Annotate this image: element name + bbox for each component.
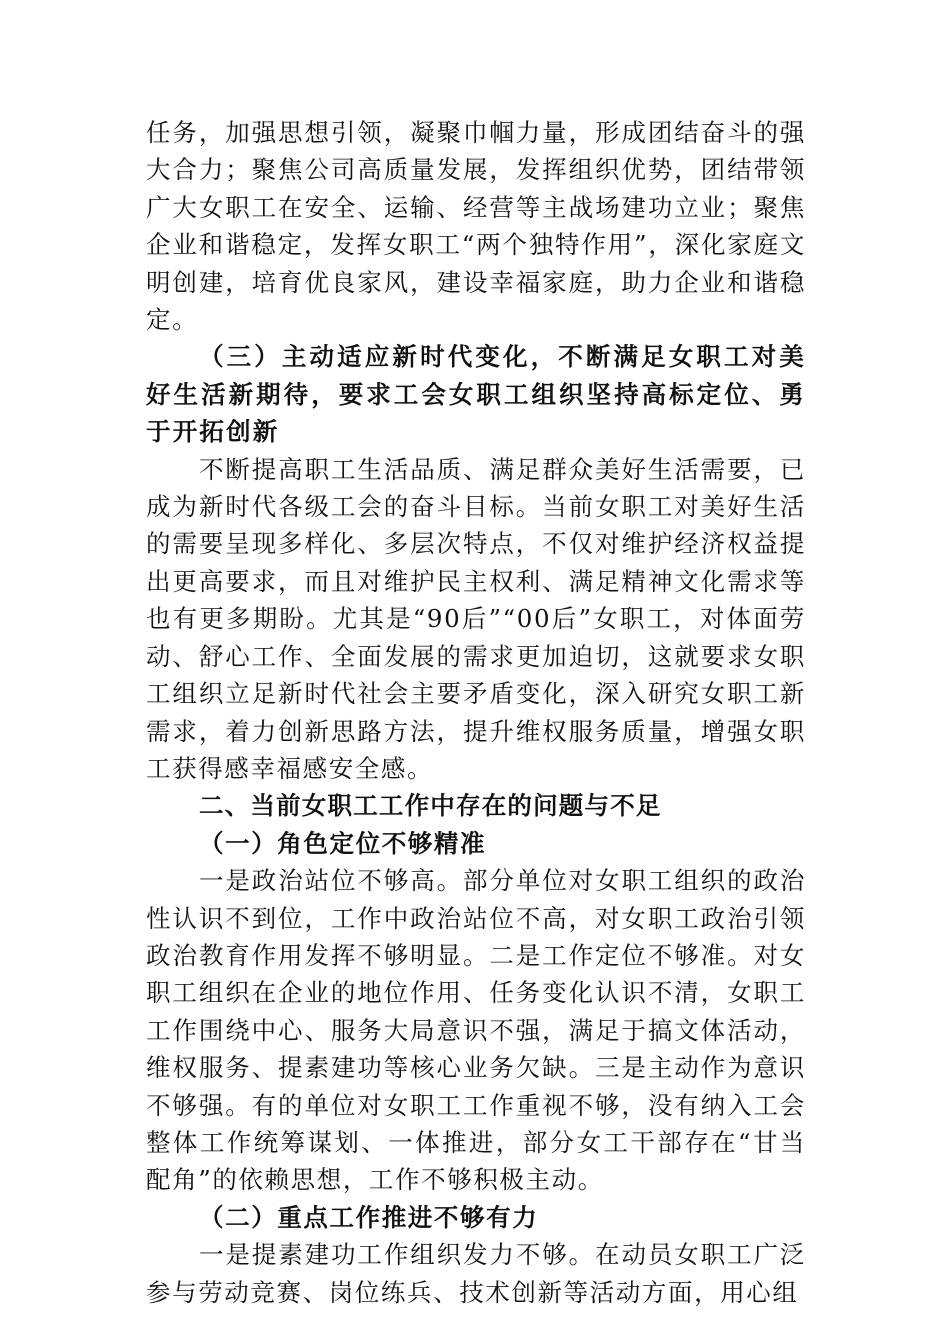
paragraph-continuation: 任务，加强思想引领，凝聚巾帼力量，形成团结奋斗的强大合力；聚焦公司高质量发展，发挥组织优势，团结带领广大女职工在安全、运输、经营等主战场建功立业；聚焦企业和谐稳定，发挥女职工“两个独特作用”，深化家庭文明创建，培育优良家风，建设幸福家庭，助力企业和谐稳定。 <box>146 118 806 335</box>
paragraph-needs: 不断提高职工生活品质、满足群众美好生活需要，已成为新时代各级工会的奋斗目标。当前女职工对美好生活的需要呈现多样化、多层次特点，不仅对维护经济权益提出更高要求，而且对维护民主权利、满足精神文化需求等也有更多期盼。尤其是“90后”“00后”女职工，对体面劳动、舒心工作、全面发展的需求更加迫切，这就要求女职工组织立足新时代社会主要矛盾变化，深入研究女职工新需求，着力创新思路方法，提升维权服务质量，增强女职工获得感幸福感安全感。 <box>146 454 806 783</box>
heading-problems: 二、当前女职工工作中存在的问题与不足 <box>199 791 662 821</box>
paragraph-key-work: 一是提素建功工作组织发力不够。在动员女职工广泛参与劳动竞赛、岗位练兵、技术创新等活动方面，用心组 <box>146 1240 806 1307</box>
paragraph-role-positioning: 一是政治站位不够高。部分单位对女职工组织的政治性认识不到位，工作中政治站位不高，对女职工政治引领政治教育作用发挥不够明显。二是工作定位不够准。对女职工组织在企业的地位作用、任务变化认识不清，女职工工作围绕中心、服务大局意识不强，满足于搞文体活动，维权服务、提素建功等核心业务欠缺。三是主动作为意识不够强。有的单位对女职工工作重视不够，没有纳入工会整体工作统筹谋划、一体推进，部分女工干部存在“甘当配角”的依赖思想，工作不够积极主动。 <box>146 866 806 1195</box>
heading-key-work: （二）重点工作推进不够有力 <box>199 1202 539 1232</box>
heading-section-3: （三）主动适应新时代变化，不断满足女职工对美好生活新期待，要求工会女职工组织坚持高标定位、勇于开拓创新 <box>146 342 806 447</box>
document-page <box>146 114 806 1311</box>
heading-role-positioning: （一）角色定位不够精准 <box>199 828 487 858</box>
